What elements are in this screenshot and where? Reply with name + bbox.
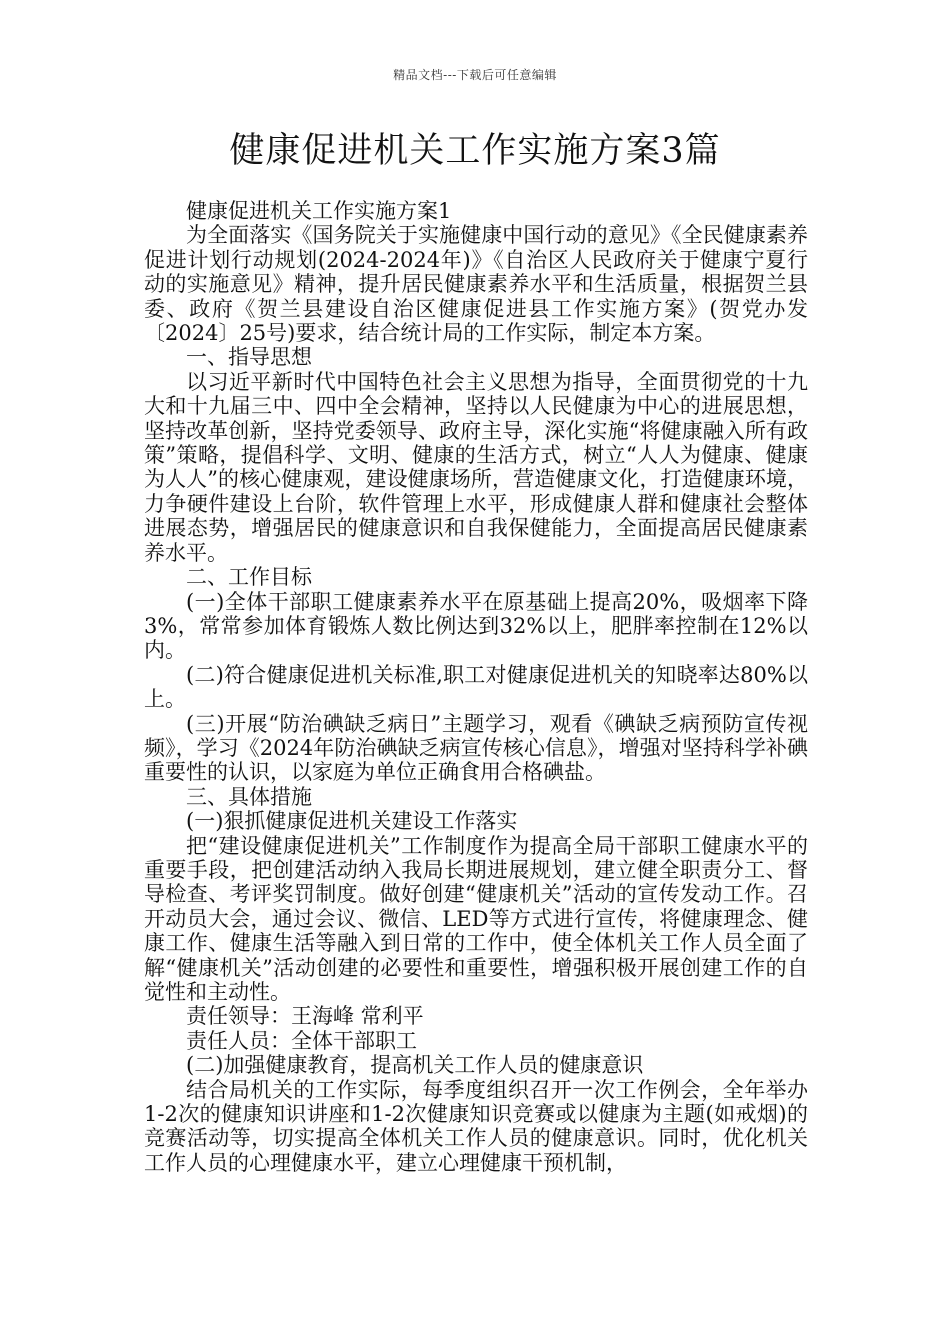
section-heading-measures: 三、具体措施 (186, 784, 312, 809)
document-title: 健康促进机关工作实施方案3篇 (229, 131, 721, 171)
goal-item-3: (三)开展“防治碘缺乏病日”主题学习，观看《碘缺乏病预防宣传视频》，学习《2024年防治碘缺乏病宣传核心信息》，增强对坚持科学补碘重要性的认识，以家庭为单位正确食用合格碘盐。 (144, 711, 808, 785)
responsible-leaders: 责任领导：王海峰 常利平 (186, 1004, 424, 1029)
measure-1-paragraph: 把“建设健康促进机关”工作制度作为提高全局干部职工健康水平的重要手段，把创建活动纳入我局长期进展规划，建立健全职责分工、督导检查、考评奖罚制度。做好创建“健康机关”活动的宣传发动工作。召开动员大会，通过会议、微信、LED等方式进行宣传，将健康理念、健康工作、健康生活等融入到日常的工作中，使全体机关工作人员全面了解“健康机关”活动创建的必要性和重要性，增强积极开展创建工作的自觉性和主动性。 (144, 833, 808, 1004)
goal-item-1: (一)全体干部职工健康素养水平在原基础上提高20%，吸烟率下降3%，常常参加体育锻炼人数比例达到32%以上，肥胖率控制在12%以内。 (144, 589, 808, 663)
subtitle-paragraph: 健康促进机关工作实施方案1 (186, 199, 452, 223)
intro-paragraph: 为全面落实《国务院关于实施健康中国行动的意见》《全民健康素养促进计划行动规划(2024-2024年)》《自治区人民政府关于健康宁夏行动的实施意见》精神，提升居民健康素养水平和生活质量，根据贺兰县委、政府《贺兰县建设自治区健康促进县工作实施方案》(贺党办发〔2024〕25号)要求，结合统计局的工作实际，制定本方案。 (144, 223, 808, 346)
document-body (144, 199, 808, 1175)
goal-item-2: (二)符合健康促进机关标准,职工对健康促进机关的知晓率达80%以上。 (144, 662, 808, 712)
measure-2-paragraph: 结合局机关的工作实际，每季度组织召开一次工作例会，全年举办1-2次的健康知识讲座和1-2次健康知识竞赛或以健康为主题(如戒烟)的竞赛活动等，切实提高全体机关工作人员的健康意识。同时，优化机关工作人员的心理健康水平，建立心理健康干预机制， (144, 1077, 808, 1175)
measure-heading-2: (二)加强健康教育，提高机关工作人员的健康意识 (186, 1053, 644, 1078)
section-heading-work-goals: 二、工作目标 (186, 565, 312, 590)
guiding-thought-paragraph: 以习近平新时代中国特色社会主义思想为指导，全面贯彻党的十九大和十九届三中、四中全会精神，坚持以人民健康为中心的进展思想，坚持改革创新，坚持党委领导、政府主导，深化实施“将健康融入所有政策”策略，提倡科学、文明、健康的生活方式，树立“人人为健康、健康为人人”的核心健康观，建设健康场所，营造健康文化，打造健康环境，力争硬件建设上台阶，软件管理上水平，形成健康人群和健康社会整体进展态势，增强居民的健康意识和自我保健能力，全面提高居民健康素养水平。 (144, 369, 808, 565)
page-header-note: 精品文档---下载后可任意编辑 (393, 68, 557, 82)
measure-heading-1: (一)狠抓健康促进机关建设工作落实 (186, 809, 518, 834)
responsible-staff: 责任人员：全体干部职工 (186, 1028, 417, 1053)
section-heading-guiding-thought: 一、指导思想 (186, 345, 312, 370)
